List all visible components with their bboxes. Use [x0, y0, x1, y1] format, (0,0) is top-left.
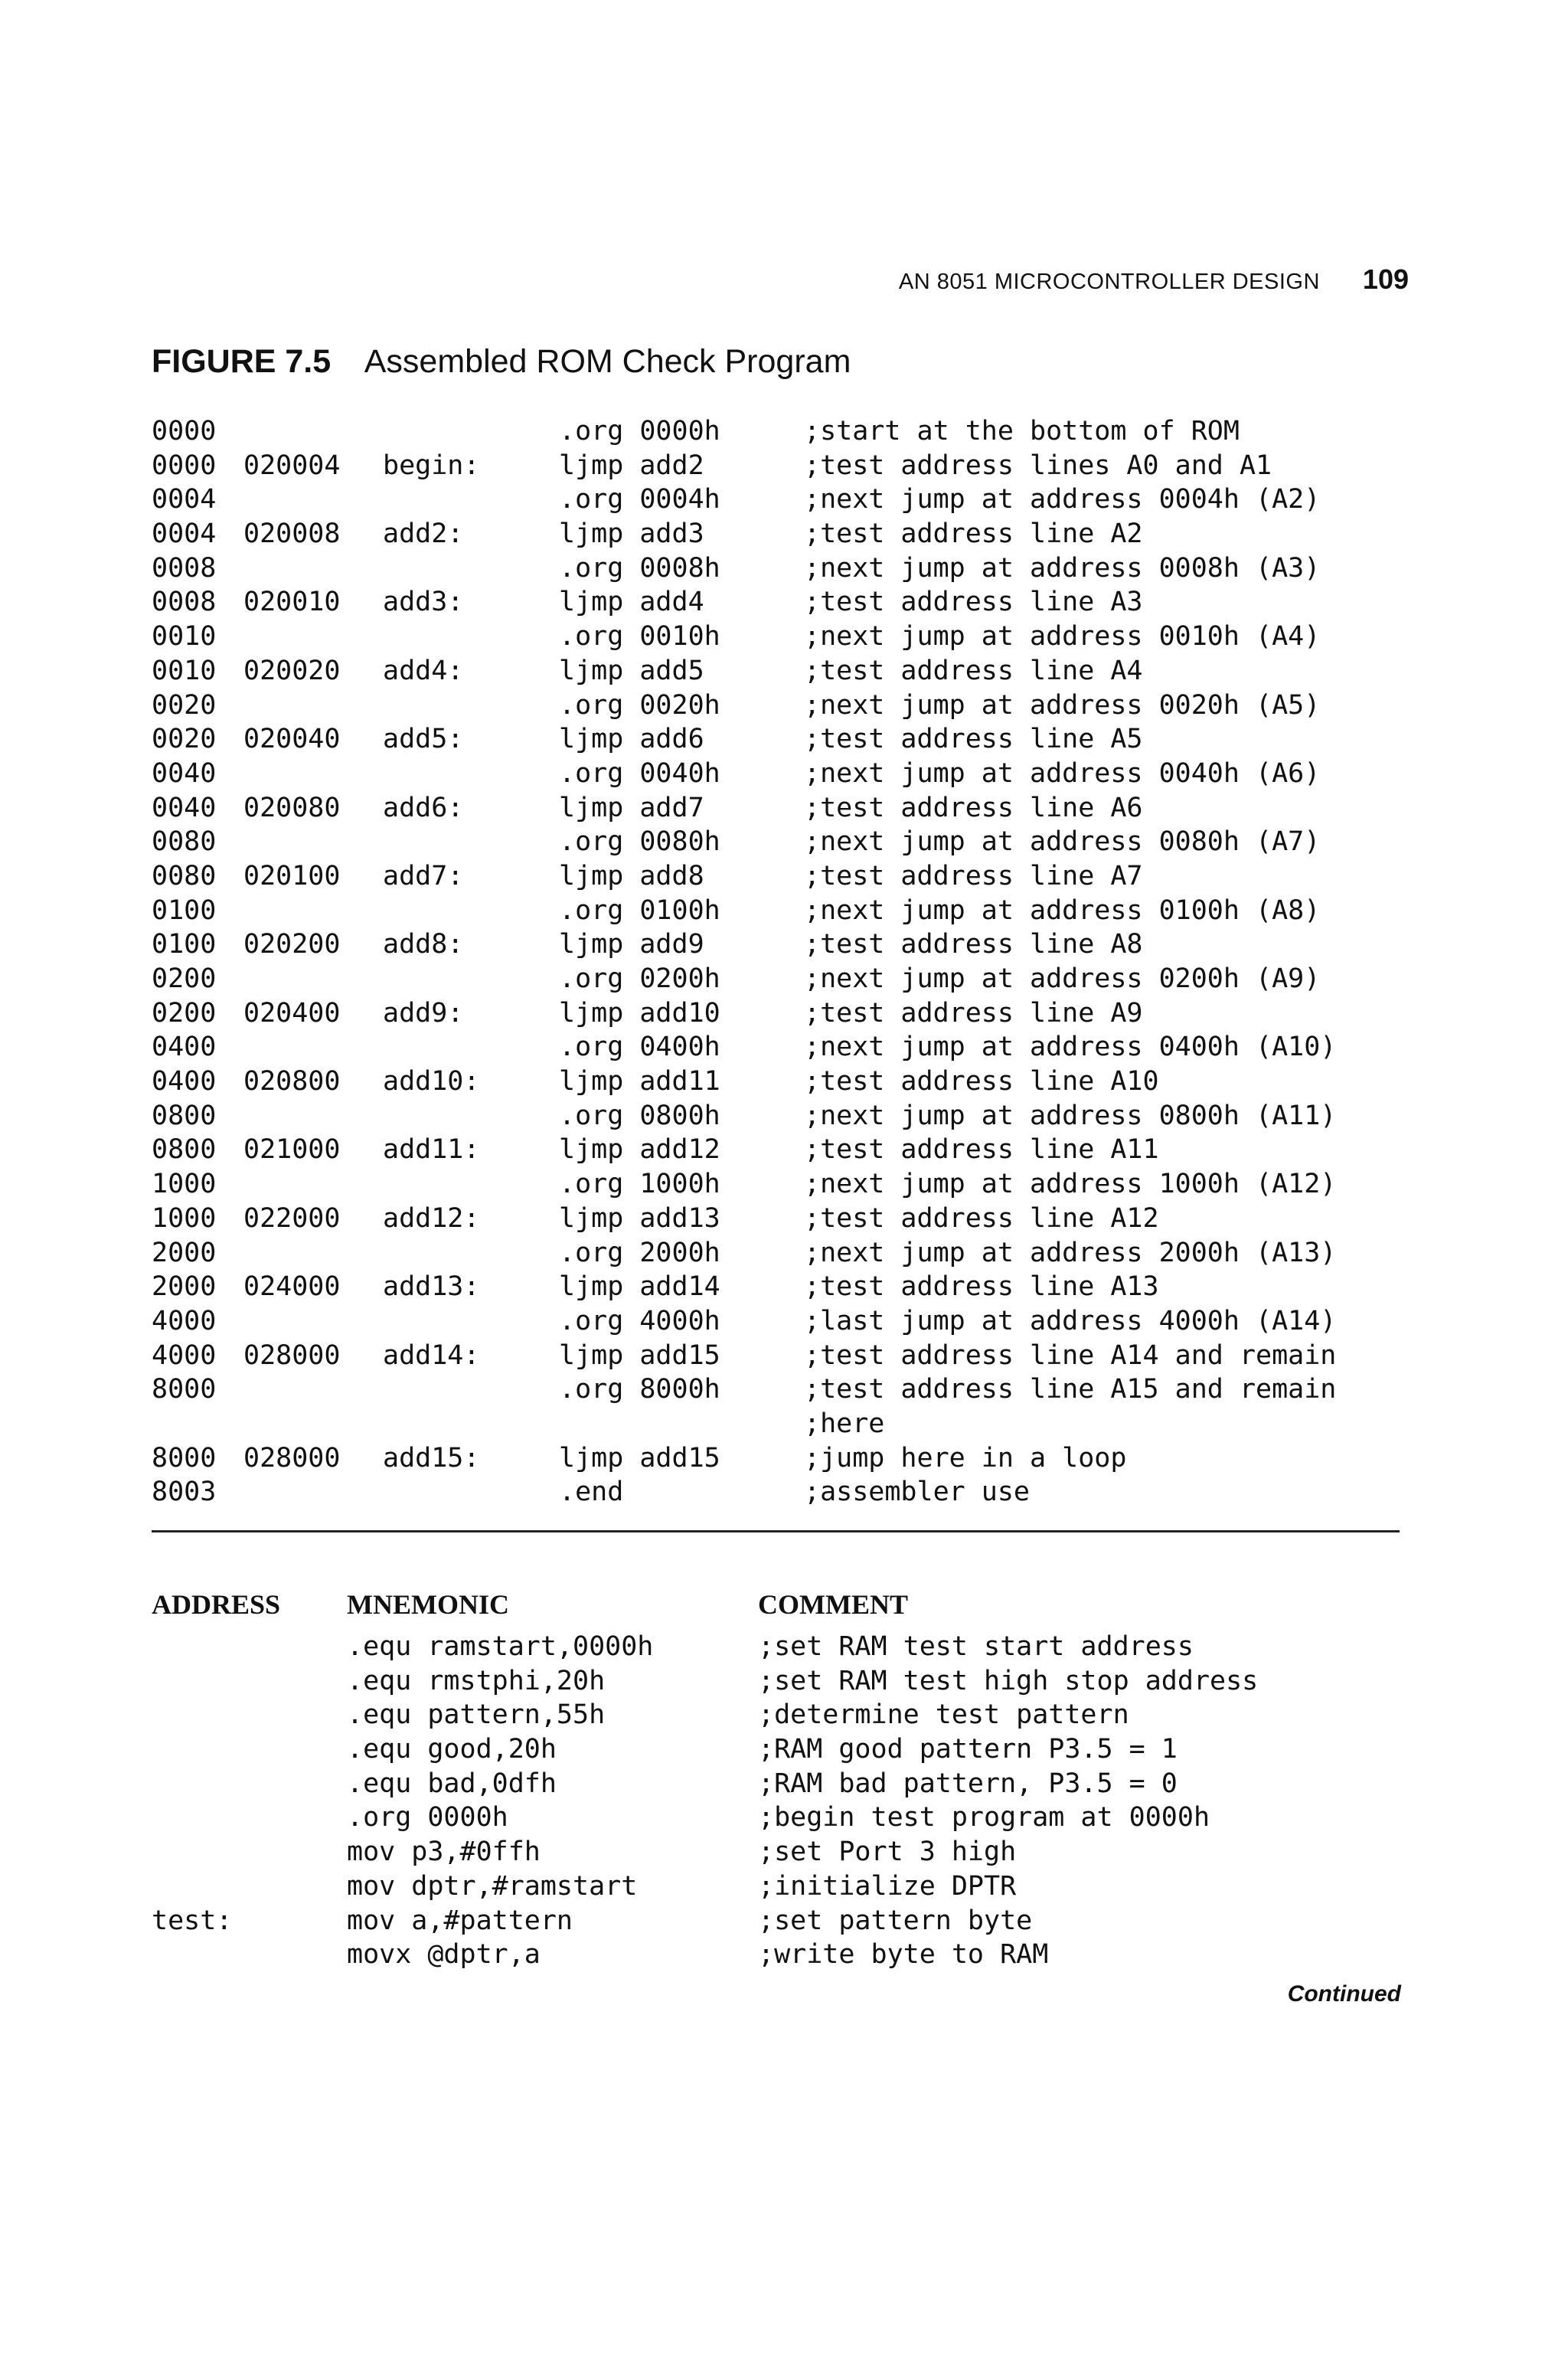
- listing-comment: ;next jump at address 0400h (A10): [804, 1032, 1337, 1063]
- ram-listing-mnemonic: .equ ramstart,0000h: [347, 1631, 654, 1662]
- listing-comment: ;test address line A11: [804, 1134, 1159, 1166]
- listing-row: [152, 1270, 1415, 1304]
- listing-row: [152, 1236, 1415, 1271]
- listing-address: 8003: [152, 1477, 217, 1508]
- listing-row: [152, 859, 1415, 894]
- ram-listing-comment: ;RAM good pattern P3.5 = 1: [758, 1734, 1178, 1765]
- listing-comment: ;next jump at address 0020h (A5): [804, 689, 1321, 721]
- listing-address: 0800: [152, 1134, 217, 1166]
- listing-address: 0800: [152, 1100, 217, 1131]
- ram-listing-row: [152, 1904, 1415, 1938]
- listing-instruction: ljmp add11: [559, 1066, 720, 1097]
- listing-instruction: .org 1000h: [559, 1169, 720, 1200]
- listing-instruction: ljmp add8: [559, 860, 704, 891]
- listing-address: 0080: [152, 860, 217, 891]
- listing-object-code: 020080: [243, 792, 341, 823]
- column-header-mnemonic: MNEMONIC: [347, 1589, 509, 1620]
- listing-comment: ;assembler use: [804, 1477, 1031, 1508]
- listing-object-code: 024000: [243, 1271, 341, 1303]
- listing-row: [152, 1304, 1415, 1339]
- ram-listing-mnemonic: movx @dptr,a: [347, 1939, 541, 1971]
- page-number: 109: [1362, 263, 1409, 295]
- listing-row: [152, 722, 1415, 757]
- listing-instruction: ljmp add7: [559, 792, 704, 823]
- listing-object-code: 020200: [243, 929, 341, 960]
- listing-comment: ;test address line A15 and remain: [804, 1374, 1337, 1405]
- listing-row: [152, 551, 1415, 586]
- ram-listing-row: [152, 1698, 1415, 1732]
- listing-instruction: .org 4000h: [559, 1305, 720, 1336]
- listing-address: 0020: [152, 689, 217, 721]
- ram-listing-comment: ;begin test program at 0000h: [758, 1802, 1210, 1833]
- listing-instruction: ljmp add3: [559, 518, 704, 550]
- listing-instruction: ljmp add10: [559, 997, 720, 1029]
- listing-object-code: 022000: [243, 1202, 341, 1234]
- listing-object-code: 020004: [243, 450, 341, 481]
- listing-comment: ;next jump at address 0008h (A3): [804, 552, 1321, 584]
- ram-listing-mnemonic: .equ pattern,55h: [347, 1699, 606, 1731]
- listing-row: [152, 1167, 1415, 1202]
- listing-comment: ;here: [804, 1408, 885, 1439]
- listing-address: 0200: [152, 997, 217, 1029]
- ram-listing-row: [152, 1664, 1415, 1699]
- listing-address: 0200: [152, 963, 217, 994]
- listing-label: add9:: [383, 997, 464, 1029]
- ram-listing-mnemonic: .equ rmstphi,20h: [347, 1665, 606, 1696]
- listing-address: 0400: [152, 1066, 217, 1097]
- listing-label: add8:: [383, 929, 464, 960]
- listing-instruction: .org 0004h: [559, 484, 720, 515]
- ram-listing-comment: ;set RAM test start address: [758, 1631, 1194, 1662]
- listing-instruction: .org 0000h: [559, 416, 720, 446]
- listing-label: add12:: [383, 1202, 480, 1234]
- listing-address: 2000: [152, 1271, 217, 1303]
- listing-object-code: 020008: [243, 518, 341, 550]
- column-header-comment: COMMENT: [758, 1589, 908, 1620]
- listing-row: [152, 1202, 1415, 1236]
- listing-instruction: .org 8000h: [559, 1374, 720, 1405]
- listing-label: add11:: [383, 1134, 480, 1166]
- ram-listing-row: [152, 1732, 1415, 1767]
- listing-row: [152, 894, 1415, 928]
- listing-label: add2:: [383, 518, 464, 550]
- ram-listing-row: [152, 1801, 1415, 1835]
- listing-row: [152, 517, 1415, 551]
- listing-row: [152, 1441, 1415, 1476]
- ram-listing-row: [152, 1835, 1415, 1869]
- listing-row: [152, 1475, 1415, 1510]
- listing-comment: ;next jump at address 0010h (A4): [804, 621, 1321, 653]
- listing-address: 4000: [152, 1339, 217, 1371]
- listing-row: [152, 825, 1415, 859]
- listing-comment: ;next jump at address 1000h (A12): [804, 1169, 1337, 1200]
- listing-instruction: ljmp add6: [559, 724, 704, 755]
- listing-comment: ;next jump at address 0040h (A6): [804, 757, 1321, 789]
- listing-object-code: 020100: [243, 860, 341, 891]
- listing-instruction: .org 2000h: [559, 1237, 720, 1268]
- listing-comment: ;test address line A8: [804, 929, 1143, 960]
- listing-label: add7:: [383, 860, 464, 891]
- listing-instruction: ljmp add5: [559, 655, 704, 686]
- listing-label: begin:: [383, 450, 480, 481]
- listing-comment: ;test address line A14 and remain: [804, 1339, 1337, 1371]
- listing-instruction: .org 0010h: [559, 621, 720, 653]
- listing-address: 0400: [152, 1032, 217, 1063]
- listing-address: 0008: [152, 552, 217, 584]
- listing-row: [152, 1099, 1415, 1133]
- listing-address: 0100: [152, 895, 217, 926]
- listing-instruction: .end: [559, 1477, 624, 1508]
- listing-address: 0040: [152, 757, 217, 789]
- listing-row: [152, 791, 1415, 826]
- listing-row: [152, 1372, 1415, 1407]
- listing-address: 0040: [152, 792, 217, 823]
- continued-note: Continued: [1287, 1981, 1401, 2007]
- listing-row: [152, 996, 1415, 1031]
- ram-listing-comment: ;determine test pattern: [758, 1699, 1129, 1731]
- listing-instruction: .org 0400h: [559, 1032, 720, 1063]
- listing-address: 1000: [152, 1202, 217, 1234]
- ram-listing-comment: ;write byte to RAM: [758, 1939, 1049, 1971]
- listing-instruction: .org 0040h: [559, 757, 720, 789]
- listing-instruction: ljmp add14: [559, 1271, 720, 1303]
- listing-object-code: 020400: [243, 997, 341, 1029]
- ram-listing-mnemonic: mov p3,#0ffh: [347, 1837, 541, 1868]
- listing-instruction: .org 0800h: [559, 1100, 720, 1131]
- ram-listing-comment: ;set RAM test high stop address: [758, 1665, 1259, 1696]
- listing-instruction: ljmp add2: [559, 450, 704, 481]
- ram-listing-comment: ;set Port 3 high: [758, 1837, 1017, 1868]
- listing-row: [152, 1065, 1415, 1099]
- listing-row: [152, 689, 1415, 723]
- listing-label: add10:: [383, 1066, 480, 1097]
- listing-comment: ;next jump at address 0080h (A7): [804, 826, 1321, 858]
- listing-comment: ;test address line A7: [804, 860, 1143, 891]
- listing-label: add3:: [383, 587, 464, 618]
- ram-listing-mnemonic: .org 0000h: [347, 1802, 508, 1833]
- ram-listing-mnemonic: mov a,#pattern: [347, 1905, 573, 1936]
- listing-comment: ;jump here in a loop: [804, 1442, 1127, 1474]
- listing-comment: ;test address line A2: [804, 518, 1143, 550]
- listing-comment: ;test address line A3: [804, 587, 1143, 618]
- listing-comment: ;next jump at address 0100h (A8): [804, 895, 1321, 926]
- listing-address: 0100: [152, 929, 217, 960]
- listing-address: 0000: [152, 450, 217, 481]
- ram-listing-row: [152, 1767, 1415, 1801]
- listing-row: [152, 962, 1415, 996]
- listing-instruction: ljmp add4: [559, 587, 704, 618]
- running-header: [880, 263, 1409, 296]
- listing-instruction: ljmp add9: [559, 929, 704, 960]
- listing-comment: ;test address line A5: [804, 724, 1143, 755]
- running-header-title: AN 8051 MICROCONTROLLER DESIGN: [898, 270, 1320, 294]
- listing-comment: ;test address line A10: [804, 1066, 1159, 1097]
- ram-listing-mnemonic: .equ bad,0dfh: [347, 1768, 557, 1799]
- listing-instruction: ljmp add15: [559, 1442, 720, 1474]
- column-header-address: ADDRESS: [152, 1589, 281, 1620]
- listing-row: [152, 1030, 1415, 1065]
- listing-row: [152, 620, 1415, 654]
- listing-row: [152, 654, 1415, 689]
- listing-row: [152, 1133, 1415, 1167]
- listing-instruction: ljmp add15: [559, 1339, 720, 1371]
- listing-comment: ;test address line A12: [804, 1202, 1159, 1234]
- listing-row: [152, 1407, 1415, 1441]
- listing-instruction: .org 0020h: [559, 689, 720, 721]
- listing-address: 4000: [152, 1305, 217, 1336]
- listing-row: [152, 449, 1415, 483]
- listing-instruction: .org 0200h: [559, 963, 720, 994]
- listing-instruction: .org 0080h: [559, 826, 720, 858]
- listing-label: add6:: [383, 792, 464, 823]
- listing-label: add13:: [383, 1271, 480, 1303]
- listing-address: 8000: [152, 1374, 217, 1405]
- listing-address: 0080: [152, 826, 217, 858]
- listing-address: 0004: [152, 484, 217, 515]
- listing-row: [152, 927, 1415, 962]
- listing-label: add14:: [383, 1339, 480, 1371]
- listing-row: [152, 585, 1415, 620]
- ram-listing-label: test:: [152, 1905, 233, 1936]
- ram-listing-mnemonic: .equ good,20h: [347, 1734, 557, 1765]
- listing-label: add4:: [383, 655, 464, 686]
- listing-row: [152, 414, 1415, 449]
- listing-object-code: 028000: [243, 1339, 341, 1371]
- listing-instruction: ljmp add12: [559, 1134, 720, 1166]
- listing-address: 0010: [152, 621, 217, 653]
- listing-comment: ;next jump at address 0200h (A9): [804, 963, 1321, 994]
- ram-listing-row: [152, 1869, 1415, 1904]
- listing-label: add5:: [383, 724, 464, 755]
- listing-address: 0000: [152, 416, 217, 446]
- listing-comment: ;next jump at address 2000h (A13): [804, 1237, 1337, 1268]
- listing-comment: ;test address line A9: [804, 997, 1143, 1029]
- listing-address: 0020: [152, 724, 217, 755]
- listing-comment: ;test address line A6: [804, 792, 1143, 823]
- listing-comment: ;next jump at address 0004h (A2): [804, 484, 1321, 515]
- listing-comment: ;next jump at address 0800h (A11): [804, 1100, 1337, 1131]
- rom-check-listing: [152, 414, 1415, 1510]
- listing-comment: ;test address line A4: [804, 655, 1143, 686]
- listing-object-code: 020040: [243, 724, 341, 755]
- listing-comment: ;test address line A13: [804, 1271, 1159, 1303]
- figure-caption: [152, 343, 851, 381]
- figure-label: FIGURE 7.5: [152, 343, 332, 380]
- ram-listing-comment: ;set pattern byte: [758, 1905, 1033, 1936]
- listing-instruction: ljmp add13: [559, 1202, 720, 1234]
- ram-listing-comment: ;RAM bad pattern, P3.5 = 0: [758, 1768, 1178, 1799]
- ram-listing-row: [152, 1938, 1415, 1972]
- section-divider: [152, 1530, 1400, 1532]
- listing-address: 0008: [152, 587, 217, 618]
- listing-object-code: 028000: [243, 1442, 341, 1474]
- ram-listing-mnemonic: mov dptr,#ramstart: [347, 1870, 638, 1902]
- ram-test-listing: [152, 1630, 1415, 1972]
- listing-address: 1000: [152, 1169, 217, 1200]
- ram-listing-comment: ;initialize DPTR: [758, 1870, 1017, 1902]
- ram-listing-header: [152, 1588, 1415, 1622]
- listing-comment: ;last jump at address 4000h (A14): [804, 1305, 1337, 1336]
- ram-listing-row: [152, 1630, 1415, 1664]
- listing-label: add15:: [383, 1442, 480, 1474]
- listing-address: 0010: [152, 655, 217, 686]
- listing-row: [152, 482, 1415, 517]
- listing-comment: ;test address lines A0 and A1: [804, 450, 1272, 481]
- listing-instruction: .org 0100h: [559, 895, 720, 926]
- listing-address: 0004: [152, 518, 217, 550]
- listing-comment: ;start at the bottom of ROM: [804, 416, 1240, 446]
- listing-row: [152, 757, 1415, 791]
- listing-instruction: .org 0008h: [559, 552, 720, 584]
- listing-address: 8000: [152, 1442, 217, 1474]
- listing-object-code: 020010: [243, 587, 341, 618]
- figure-title: Assembled ROM Check Program: [364, 343, 851, 380]
- listing-object-code: 020800: [243, 1066, 341, 1097]
- listing-object-code: 021000: [243, 1134, 341, 1166]
- listing-object-code: 020020: [243, 655, 341, 686]
- listing-row: [152, 1339, 1415, 1373]
- listing-address: 2000: [152, 1237, 217, 1268]
